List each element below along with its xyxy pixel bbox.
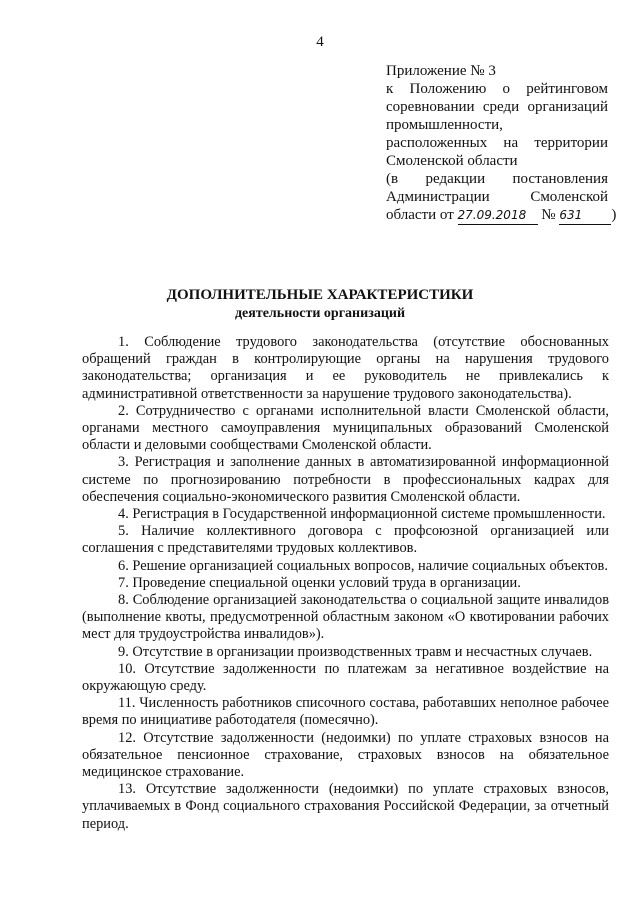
list-item: 3. Регистрация и заполнение данных в автоматизированной информационной системе по прогнозированию потребности в профессиональных кадрах для обеспечения социально-экономического развития Смоленской области. xyxy=(82,454,609,505)
list-item: 8. Соблюдение организацией законодательства о социальной защите инвалидов (выполнение квоты, предусмотренной областным законом «О квотировании рабочих мест для трудоустройства инвалидов»). xyxy=(82,592,609,643)
list-item: 2. Сотрудничество с органами исполнительной власти Смоленской области, органами местного самоуправления муниципальных образований Смоленской области и деловыми сообществами Смоленской области. xyxy=(82,402,609,454)
appendix-line: Администрации Смоленской xyxy=(386,189,608,205)
close-paren: ) xyxy=(611,207,617,223)
list-item: 7. Проведение специальной оценки условий труда в организации. xyxy=(118,574,521,591)
characteristics-list xyxy=(82,334,609,833)
appendix-line: (в редакции постановления xyxy=(386,171,608,187)
list-item: 12. Отсутствие задолженности (недоимки) по уплате страховых взносов на обязательное пенсионное страхование, страховых взносов на обязательное медицинское страхование. xyxy=(82,729,609,781)
appendix-line: к Положению о рейтинговом xyxy=(386,81,608,97)
handwritten-number: 631 xyxy=(559,206,611,225)
document-title: ДОПОЛНИТЕЛЬНЫЕ ХАРАКТЕРИСТИКИ xyxy=(166,287,474,303)
list-item: 6. Решение организацией социальных вопросов, наличие социальных объектов. xyxy=(118,557,608,574)
list-item: 9. Отсутствие в организации производственных травм и несчастных случаев. xyxy=(118,643,593,660)
appendix-last-line xyxy=(386,206,617,225)
appendix-line: расположенных на территории xyxy=(386,135,608,151)
appendix-line: Приложение № 3 xyxy=(386,63,496,79)
list-item: 5. Наличие коллективного договора с профсоюзной организацией или соглашения с представителями трудовых коллективов. xyxy=(82,523,609,557)
list-item: 11. Численность работников списочного состава, работавших неполное рабочее время по инициативе работодателя (помесячно). xyxy=(82,695,609,729)
page-number: 4 xyxy=(316,34,324,50)
handwritten-date: 27.09.2018 xyxy=(458,206,538,225)
appendix-line: соревновании среди организаций xyxy=(386,99,608,115)
appendix-line: Смоленской области xyxy=(386,153,518,169)
list-item: 1. Соблюдение трудового законодательства (отсутствие обоснованных обращений граждан в контролирующие органы на нарушения трудового законодательства; организация и ее руководитель не привлекались к административной ответственности за нарушение трудового законодательства). xyxy=(82,334,609,402)
number-sign: № xyxy=(541,207,556,223)
list-item: 10. Отсутствие задолженности по платежам за негативное воздействие на окружающую среду. xyxy=(82,660,609,695)
document-subtitle: деятельности организаций xyxy=(234,306,406,321)
list-item: 4. Регистрация в Государственной информационной системе промышленности. xyxy=(118,506,606,523)
list-item: 13. Отсутствие задолженности (недоимки) по уплате страховых взносов, уплачиваемых в Фонд социального страхования Российской Федерации, за отчетный период. xyxy=(82,781,609,832)
appendix-last-prefix: области от xyxy=(386,207,454,223)
appendix-line: промышленности, xyxy=(386,117,503,133)
appendix-block xyxy=(386,62,617,225)
